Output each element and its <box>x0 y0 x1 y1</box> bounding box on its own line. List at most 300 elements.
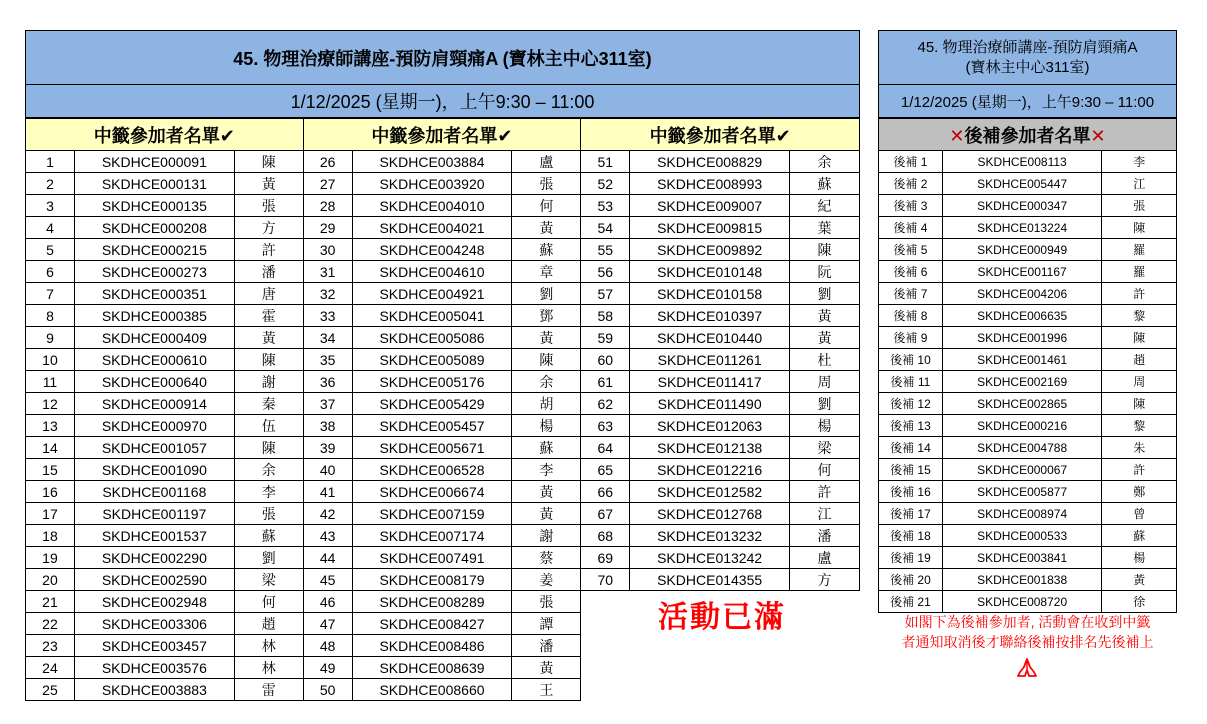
row-number: 39 <box>303 437 352 459</box>
row-number: 54 <box>581 217 630 239</box>
row-number: 42 <box>303 503 352 525</box>
member-code: SKDHCE012768 <box>630 503 790 525</box>
waitlist-rank: 後補 11 <box>879 371 943 393</box>
table-row <box>26 349 860 371</box>
row-number: 16 <box>26 481 75 503</box>
table-row <box>879 393 1177 415</box>
member-surname: 黃 <box>512 481 581 503</box>
table-row <box>26 525 860 547</box>
member-surname: 黃 <box>512 217 581 239</box>
event-full-text: 活動已滿 <box>658 601 786 634</box>
member-code: SKDHCE000067 <box>942 459 1102 481</box>
row-number: 4 <box>26 217 75 239</box>
winners-header-3: 中籤參加者名單✔ <box>581 119 860 151</box>
member-surname: 唐 <box>234 283 303 305</box>
table-row <box>26 173 860 195</box>
table-row <box>26 635 860 657</box>
member-surname: 紀 <box>790 195 860 217</box>
member-code: SKDHCE001537 <box>74 525 234 547</box>
row-number: 23 <box>26 635 75 657</box>
member-code: SKDHCE000970 <box>74 415 234 437</box>
member-code: SKDHCE005089 <box>352 349 512 371</box>
member-surname: 葉 <box>790 217 860 239</box>
row-number: 63 <box>581 415 630 437</box>
member-surname: 劉 <box>512 283 581 305</box>
waitlist-table <box>878 118 1177 613</box>
table-row <box>26 437 860 459</box>
member-code: SKDHCE006635 <box>942 305 1102 327</box>
member-surname: 黃 <box>234 327 303 349</box>
cross-icon: ✕ <box>1090 125 1106 146</box>
row-number: 34 <box>303 327 352 349</box>
main-title: 45. 物理治療師講座-預防肩頸痛A (寶林主中心311室) <box>25 30 860 85</box>
empty-cell <box>581 635 630 657</box>
member-surname: 江 <box>790 503 860 525</box>
member-code: SKDHCE010397 <box>630 305 790 327</box>
row-number: 51 <box>581 151 630 173</box>
row-number: 55 <box>581 239 630 261</box>
row-number: 15 <box>26 459 75 481</box>
member-code: SKDHCE013224 <box>942 217 1102 239</box>
waitlist-rank: 後補 2 <box>879 173 943 195</box>
member-surname: 黃 <box>234 173 303 195</box>
table-row <box>26 195 860 217</box>
empty-cell <box>790 679 860 701</box>
table-row <box>879 261 1177 283</box>
row-number: 33 <box>303 305 352 327</box>
member-code: SKDHCE004206 <box>942 283 1102 305</box>
member-code: SKDHCE005877 <box>942 481 1102 503</box>
member-surname: 王 <box>512 679 581 701</box>
waitlist-rank: 後補 5 <box>879 239 943 261</box>
member-code: SKDHCE000385 <box>74 305 234 327</box>
member-code: SKDHCE000216 <box>942 415 1102 437</box>
table-row <box>879 327 1177 349</box>
member-code: SKDHCE008639 <box>352 657 512 679</box>
table-row <box>879 437 1177 459</box>
member-surname: 張 <box>512 591 581 613</box>
member-surname: 黃 <box>512 657 581 679</box>
member-surname: 伍 <box>234 415 303 437</box>
table-row <box>879 547 1177 569</box>
table-row <box>26 151 860 173</box>
member-surname: 張 <box>1102 195 1177 217</box>
empty-cell <box>581 657 630 679</box>
winners-header-2: 中籤參加者名單✔ <box>303 119 581 151</box>
member-surname: 梁 <box>234 569 303 591</box>
member-surname: 許 <box>790 481 860 503</box>
row-number: 13 <box>26 415 75 437</box>
table-row <box>26 305 860 327</box>
member-code: SKDHCE006674 <box>352 481 512 503</box>
waitlist-rank: 後補 18 <box>879 525 943 547</box>
table-row <box>26 459 860 481</box>
row-number: 62 <box>581 393 630 415</box>
member-code: SKDHCE008660 <box>352 679 512 701</box>
row-number: 67 <box>581 503 630 525</box>
member-surname: 楊 <box>1102 547 1177 569</box>
table-row <box>879 305 1177 327</box>
member-surname: 陳 <box>790 239 860 261</box>
row-number: 19 <box>26 547 75 569</box>
waitlist-rank: 後補 3 <box>879 195 943 217</box>
member-surname: 余 <box>234 459 303 481</box>
member-code: SKDHCE012582 <box>630 481 790 503</box>
member-code: SKDHCE000533 <box>942 525 1102 547</box>
waitlist-rank: 後補 1 <box>879 151 943 173</box>
member-surname: 何 <box>512 195 581 217</box>
member-code: SKDHCE000409 <box>74 327 234 349</box>
member-surname: 黎 <box>1102 305 1177 327</box>
member-surname: 鄧 <box>512 305 581 327</box>
member-surname: 鄭 <box>1102 481 1177 503</box>
member-code: SKDHCE001996 <box>942 327 1102 349</box>
row-number: 35 <box>303 349 352 371</box>
member-code: SKDHCE002590 <box>74 569 234 591</box>
member-code: SKDHCE002290 <box>74 547 234 569</box>
member-surname: 李 <box>1102 151 1177 173</box>
empty-cell <box>630 679 790 701</box>
table-row <box>879 481 1177 503</box>
row-number: 24 <box>26 657 75 679</box>
member-code: SKDHCE014355 <box>630 569 790 591</box>
member-surname: 林 <box>234 657 303 679</box>
row-number: 28 <box>303 195 352 217</box>
row-number: 17 <box>26 503 75 525</box>
member-surname: 譚 <box>512 613 581 635</box>
member-code: SKDHCE001057 <box>74 437 234 459</box>
member-code: SKDHCE008993 <box>630 173 790 195</box>
table-row <box>879 591 1177 613</box>
waitlist-rank: 後補 21 <box>879 591 943 613</box>
table-row <box>879 371 1177 393</box>
table-row <box>26 415 860 437</box>
member-code: SKDHCE011417 <box>630 371 790 393</box>
table-row <box>26 261 860 283</box>
row-number: 5 <box>26 239 75 261</box>
row-number: 48 <box>303 635 352 657</box>
row-number: 9 <box>26 327 75 349</box>
member-surname: 楊 <box>512 415 581 437</box>
member-surname: 梁 <box>790 437 860 459</box>
member-surname: 胡 <box>512 393 581 415</box>
empty-cell <box>581 679 630 701</box>
member-surname: 雷 <box>234 679 303 701</box>
member-surname: 霍 <box>234 305 303 327</box>
row-number: 27 <box>303 173 352 195</box>
member-surname: 蘇 <box>234 525 303 547</box>
row-number: 30 <box>303 239 352 261</box>
waitlist-rank: 後補 12 <box>879 393 943 415</box>
waitlist-title <box>878 30 1177 85</box>
row-number: 53 <box>581 195 630 217</box>
member-surname: 秦 <box>234 393 303 415</box>
member-surname: 張 <box>234 503 303 525</box>
member-code: SKDHCE001090 <box>74 459 234 481</box>
waitlist-note <box>878 612 1177 652</box>
member-code: SKDHCE000215 <box>74 239 234 261</box>
member-code: SKDHCE002169 <box>942 371 1102 393</box>
row-number: 50 <box>303 679 352 701</box>
member-surname: 蘇 <box>512 239 581 261</box>
member-surname: 周 <box>1102 371 1177 393</box>
waitlist-title-line1: 45. 物理治療師講座-預防肩頸痛A <box>917 38 1138 56</box>
member-surname: 陳 <box>1102 217 1177 239</box>
member-code: SKDHCE003457 <box>74 635 234 657</box>
member-code: SKDHCE001167 <box>942 261 1102 283</box>
member-surname: 周 <box>790 371 860 393</box>
member-code: SKDHCE000351 <box>74 283 234 305</box>
member-code: SKDHCE010440 <box>630 327 790 349</box>
table-row <box>26 503 860 525</box>
member-code: SKDHCE003576 <box>74 657 234 679</box>
member-code: SKDHCE007159 <box>352 503 512 525</box>
member-surname: 趙 <box>1102 349 1177 371</box>
empty-cell <box>630 635 790 657</box>
table-row <box>26 547 860 569</box>
row-number: 8 <box>26 305 75 327</box>
member-code: SKDHCE009892 <box>630 239 790 261</box>
member-code: SKDHCE000091 <box>74 151 234 173</box>
waitlist-rank: 後補 19 <box>879 547 943 569</box>
row-number: 66 <box>581 481 630 503</box>
row-number: 52 <box>581 173 630 195</box>
member-code: SKDHCE000347 <box>942 195 1102 217</box>
table-row <box>26 679 860 701</box>
member-surname: 陳 <box>234 349 303 371</box>
row-number: 45 <box>303 569 352 591</box>
member-surname: 方 <box>234 217 303 239</box>
member-surname: 潘 <box>512 635 581 657</box>
row-number: 22 <box>26 613 75 635</box>
empty-cell <box>790 657 860 679</box>
empty-cell <box>630 657 790 679</box>
main-date: 1/12/2025 (星期一)，上午9:30 – 11:00 <box>25 85 860 118</box>
member-surname: 姜 <box>512 569 581 591</box>
member-code: SKDHCE001197 <box>74 503 234 525</box>
table-row <box>879 415 1177 437</box>
empty-cell <box>790 635 860 657</box>
row-number: 49 <box>303 657 352 679</box>
row-number: 7 <box>26 283 75 305</box>
table-row <box>879 503 1177 525</box>
table-row <box>26 217 860 239</box>
member-code: SKDHCE012063 <box>630 415 790 437</box>
member-code: SKDHCE013242 <box>630 547 790 569</box>
member-surname: 盧 <box>512 151 581 173</box>
member-surname: 阮 <box>790 261 860 283</box>
member-code: SKDHCE011261 <box>630 349 790 371</box>
member-surname: 謝 <box>512 525 581 547</box>
member-surname: 曾 <box>1102 503 1177 525</box>
table-row <box>879 459 1177 481</box>
row-number: 2 <box>26 173 75 195</box>
row-number: 38 <box>303 415 352 437</box>
row-number: 69 <box>581 547 630 569</box>
member-code: SKDHCE004021 <box>352 217 512 239</box>
member-code: SKDHCE001838 <box>942 569 1102 591</box>
waitlist-rank: 後補 17 <box>879 503 943 525</box>
member-code: SKDHCE004788 <box>942 437 1102 459</box>
waitlist-note-line2: 者通知取消後才聯絡後補按排名先後補上 <box>901 634 1154 650</box>
table-row <box>879 349 1177 371</box>
praying-hands-icon <box>1015 658 1039 678</box>
waitlist-rank: 後補 4 <box>879 217 943 239</box>
member-code: SKDHCE008829 <box>630 151 790 173</box>
row-number: 59 <box>581 327 630 349</box>
member-surname: 江 <box>1102 173 1177 195</box>
waitlist-header <box>879 119 1177 151</box>
member-surname: 黎 <box>1102 415 1177 437</box>
waitlist-rank: 後補 14 <box>879 437 943 459</box>
table-row <box>879 283 1177 305</box>
member-code: SKDHCE005176 <box>352 371 512 393</box>
member-code: SKDHCE005671 <box>352 437 512 459</box>
table-row <box>879 217 1177 239</box>
member-code: SKDHCE007491 <box>352 547 512 569</box>
member-surname: 黃 <box>790 305 860 327</box>
table-row <box>26 239 860 261</box>
member-code: SKDHCE003883 <box>74 679 234 701</box>
waitlist-rank: 後補 20 <box>879 569 943 591</box>
member-code: SKDHCE000135 <box>74 195 234 217</box>
row-number: 12 <box>26 393 75 415</box>
row-number: 47 <box>303 613 352 635</box>
member-code: SKDHCE008720 <box>942 591 1102 613</box>
row-number: 68 <box>581 525 630 547</box>
row-number: 70 <box>581 569 630 591</box>
member-surname: 何 <box>790 459 860 481</box>
member-code: SKDHCE004010 <box>352 195 512 217</box>
member-surname: 何 <box>234 591 303 613</box>
waitlist-date: 1/12/2025 (星期一)，上午9:30 – 11:00 <box>878 85 1177 118</box>
member-code: SKDHCE001461 <box>942 349 1102 371</box>
row-number: 18 <box>26 525 75 547</box>
table-row <box>879 173 1177 195</box>
waitlist-rank: 後補 10 <box>879 349 943 371</box>
table-row <box>26 393 860 415</box>
member-surname: 蘇 <box>1102 525 1177 547</box>
member-surname: 李 <box>234 481 303 503</box>
member-surname: 陳 <box>1102 393 1177 415</box>
waitlist-rank: 後補 16 <box>879 481 943 503</box>
row-number: 26 <box>303 151 352 173</box>
row-number: 37 <box>303 393 352 415</box>
waitlist-rank: 後補 9 <box>879 327 943 349</box>
member-surname: 陳 <box>1102 327 1177 349</box>
member-code: SKDHCE004610 <box>352 261 512 283</box>
member-surname: 蘇 <box>790 173 860 195</box>
member-surname: 劉 <box>234 547 303 569</box>
member-surname: 楊 <box>790 415 860 437</box>
member-code: SKDHCE005447 <box>942 173 1102 195</box>
member-code: SKDHCE002948 <box>74 591 234 613</box>
row-number: 61 <box>581 371 630 393</box>
member-code: SKDHCE008113 <box>942 151 1102 173</box>
member-surname: 蘇 <box>512 437 581 459</box>
member-code: SKDHCE003306 <box>74 613 234 635</box>
member-code: SKDHCE013232 <box>630 525 790 547</box>
waitlist-note-line1: 如閣下為後補參加者, 活動會在收到中籤 <box>904 614 1151 630</box>
row-number: 3 <box>26 195 75 217</box>
member-code: SKDHCE000949 <box>942 239 1102 261</box>
waitlist-rank: 後補 6 <box>879 261 943 283</box>
member-code: SKDHCE005457 <box>352 415 512 437</box>
row-number: 46 <box>303 591 352 613</box>
row-number: 29 <box>303 217 352 239</box>
member-surname: 劉 <box>790 393 860 415</box>
member-code: SKDHCE002865 <box>942 393 1102 415</box>
row-number: 20 <box>26 569 75 591</box>
member-code: SKDHCE008179 <box>352 569 512 591</box>
table-row <box>26 371 860 393</box>
member-surname: 余 <box>512 371 581 393</box>
member-code: SKDHCE011490 <box>630 393 790 415</box>
member-surname: 盧 <box>790 547 860 569</box>
row-number: 21 <box>26 591 75 613</box>
row-number: 57 <box>581 283 630 305</box>
member-code: SKDHCE004248 <box>352 239 512 261</box>
table-row <box>26 569 860 591</box>
member-surname: 許 <box>1102 283 1177 305</box>
member-code: SKDHCE008974 <box>942 503 1102 525</box>
member-code: SKDHCE010158 <box>630 283 790 305</box>
row-number: 25 <box>26 679 75 701</box>
member-surname: 李 <box>512 459 581 481</box>
row-number: 43 <box>303 525 352 547</box>
row-number: 40 <box>303 459 352 481</box>
member-code: SKDHCE003841 <box>942 547 1102 569</box>
member-surname: 陳 <box>512 349 581 371</box>
empty-cell <box>581 613 630 635</box>
table-row <box>879 151 1177 173</box>
member-surname: 蔡 <box>512 547 581 569</box>
member-code: SKDHCE001168 <box>74 481 234 503</box>
member-surname: 劉 <box>790 283 860 305</box>
row-number: 56 <box>581 261 630 283</box>
table-row <box>879 569 1177 591</box>
waitlist-rank: 後補 13 <box>879 415 943 437</box>
row-number: 1 <box>26 151 75 173</box>
member-code: SKDHCE000273 <box>74 261 234 283</box>
row-number: 14 <box>26 437 75 459</box>
row-number: 44 <box>303 547 352 569</box>
member-surname: 陳 <box>234 437 303 459</box>
member-surname: 羅 <box>1102 261 1177 283</box>
member-code: SKDHCE012216 <box>630 459 790 481</box>
member-surname: 黃 <box>512 503 581 525</box>
table-row <box>26 481 860 503</box>
member-surname: 朱 <box>1102 437 1177 459</box>
waitlist-rank: 後補 7 <box>879 283 943 305</box>
member-code: SKDHCE004921 <box>352 283 512 305</box>
empty-cell <box>581 591 630 613</box>
waitlist-header-text: 後補參加者名單 <box>964 125 1091 146</box>
member-code: SKDHCE008427 <box>352 613 512 635</box>
member-surname: 張 <box>512 173 581 195</box>
member-code: SKDHCE009007 <box>630 195 790 217</box>
member-code: SKDHCE000914 <box>74 393 234 415</box>
member-code: SKDHCE012138 <box>630 437 790 459</box>
row-number: 65 <box>581 459 630 481</box>
member-code: SKDHCE010148 <box>630 261 790 283</box>
member-code: SKDHCE007174 <box>352 525 512 547</box>
member-code: SKDHCE009815 <box>630 217 790 239</box>
member-surname: 黃 <box>1102 569 1177 591</box>
table-row <box>879 525 1177 547</box>
member-code: SKDHCE000131 <box>74 173 234 195</box>
cross-icon: ✕ <box>949 125 965 146</box>
